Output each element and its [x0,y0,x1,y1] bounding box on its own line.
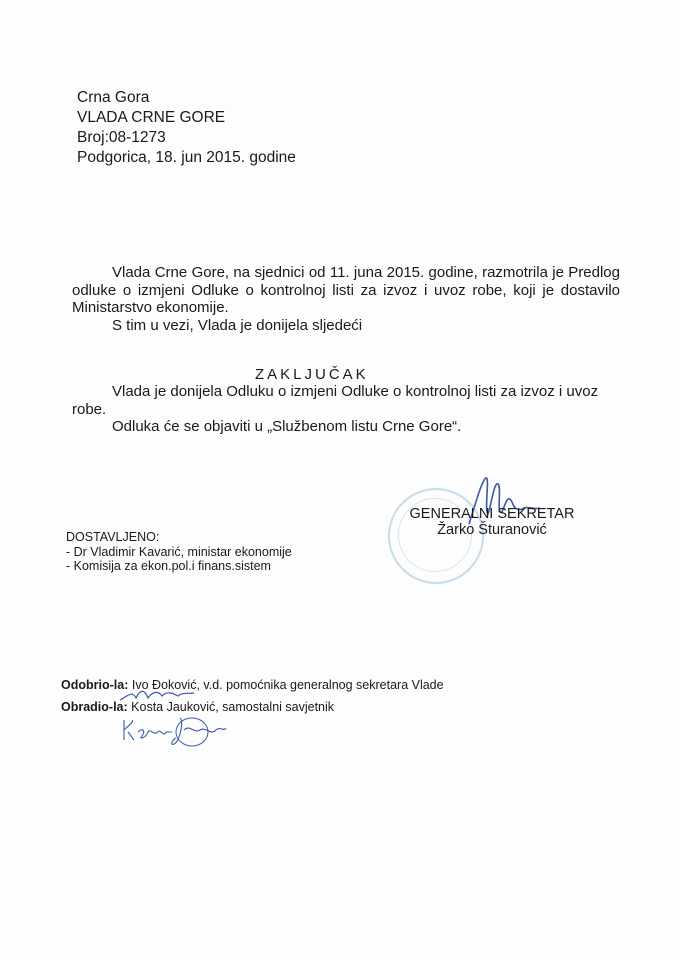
conclusion-paragraph-1: Vlada je donijela Odluku o izmjeni Odluke o kontrolnoj listi za izvoz i uvoz robe. [72,383,599,418]
institution-name: VLADA CRNE GORE [77,109,226,126]
document-number: Broj:08-1273 [77,129,166,146]
approved-value: Ivo Đoković, v.d. pomoćnika generalnog sekretara Vlade [131,678,444,692]
body-paragraph-2: S tim u vezi, Vlada je donijela sljedeći [112,316,363,334]
conclusion-body [72,383,620,436]
signature-block [398,506,586,538]
distribution-list [66,530,292,574]
body-paragraph-1: Vlada Crne Gore, na sjednici od 11. juna 2015. godine, razmotrila je Predlog odluke o izmjeni Odluke o kontrolnoj listi za izvoz i uvoz robe, koji je dostavilo Ministarstvo ekonomije. [72,264,620,316]
distribution-item: - Komisija za ekon.pol.i finans.sistem [66,559,271,573]
prepared-label: Obradio-la: [61,700,128,714]
conclusion-title: ZAKLJUČAK [255,366,369,383]
approved-label: Odobrio-la: [61,678,129,692]
country-name: Crna Gora [77,89,150,106]
signatory-title: GENERALNI SEKRETAR [409,506,575,522]
prepared-value: Kosta Jauković, samostalni savjetnik [131,700,335,714]
signatory-name: Žarko Šturanović [437,522,547,538]
distribution-label: DOSTAVLJENO: [66,530,160,544]
conclusion-paragraph-2: Odluka će se objaviti u „Službenom listu Crne Gore“. [112,418,462,435]
handwritten-signature-icon [120,714,230,750]
initials-signature-icon [118,684,198,706]
document-body [72,264,620,334]
distribution-item: - Dr Vladimir Kavarić, ministar ekonomije [66,544,292,559]
place-date: Podgorica, 18. jun 2015. godine [77,149,296,166]
document-header [77,88,296,168]
